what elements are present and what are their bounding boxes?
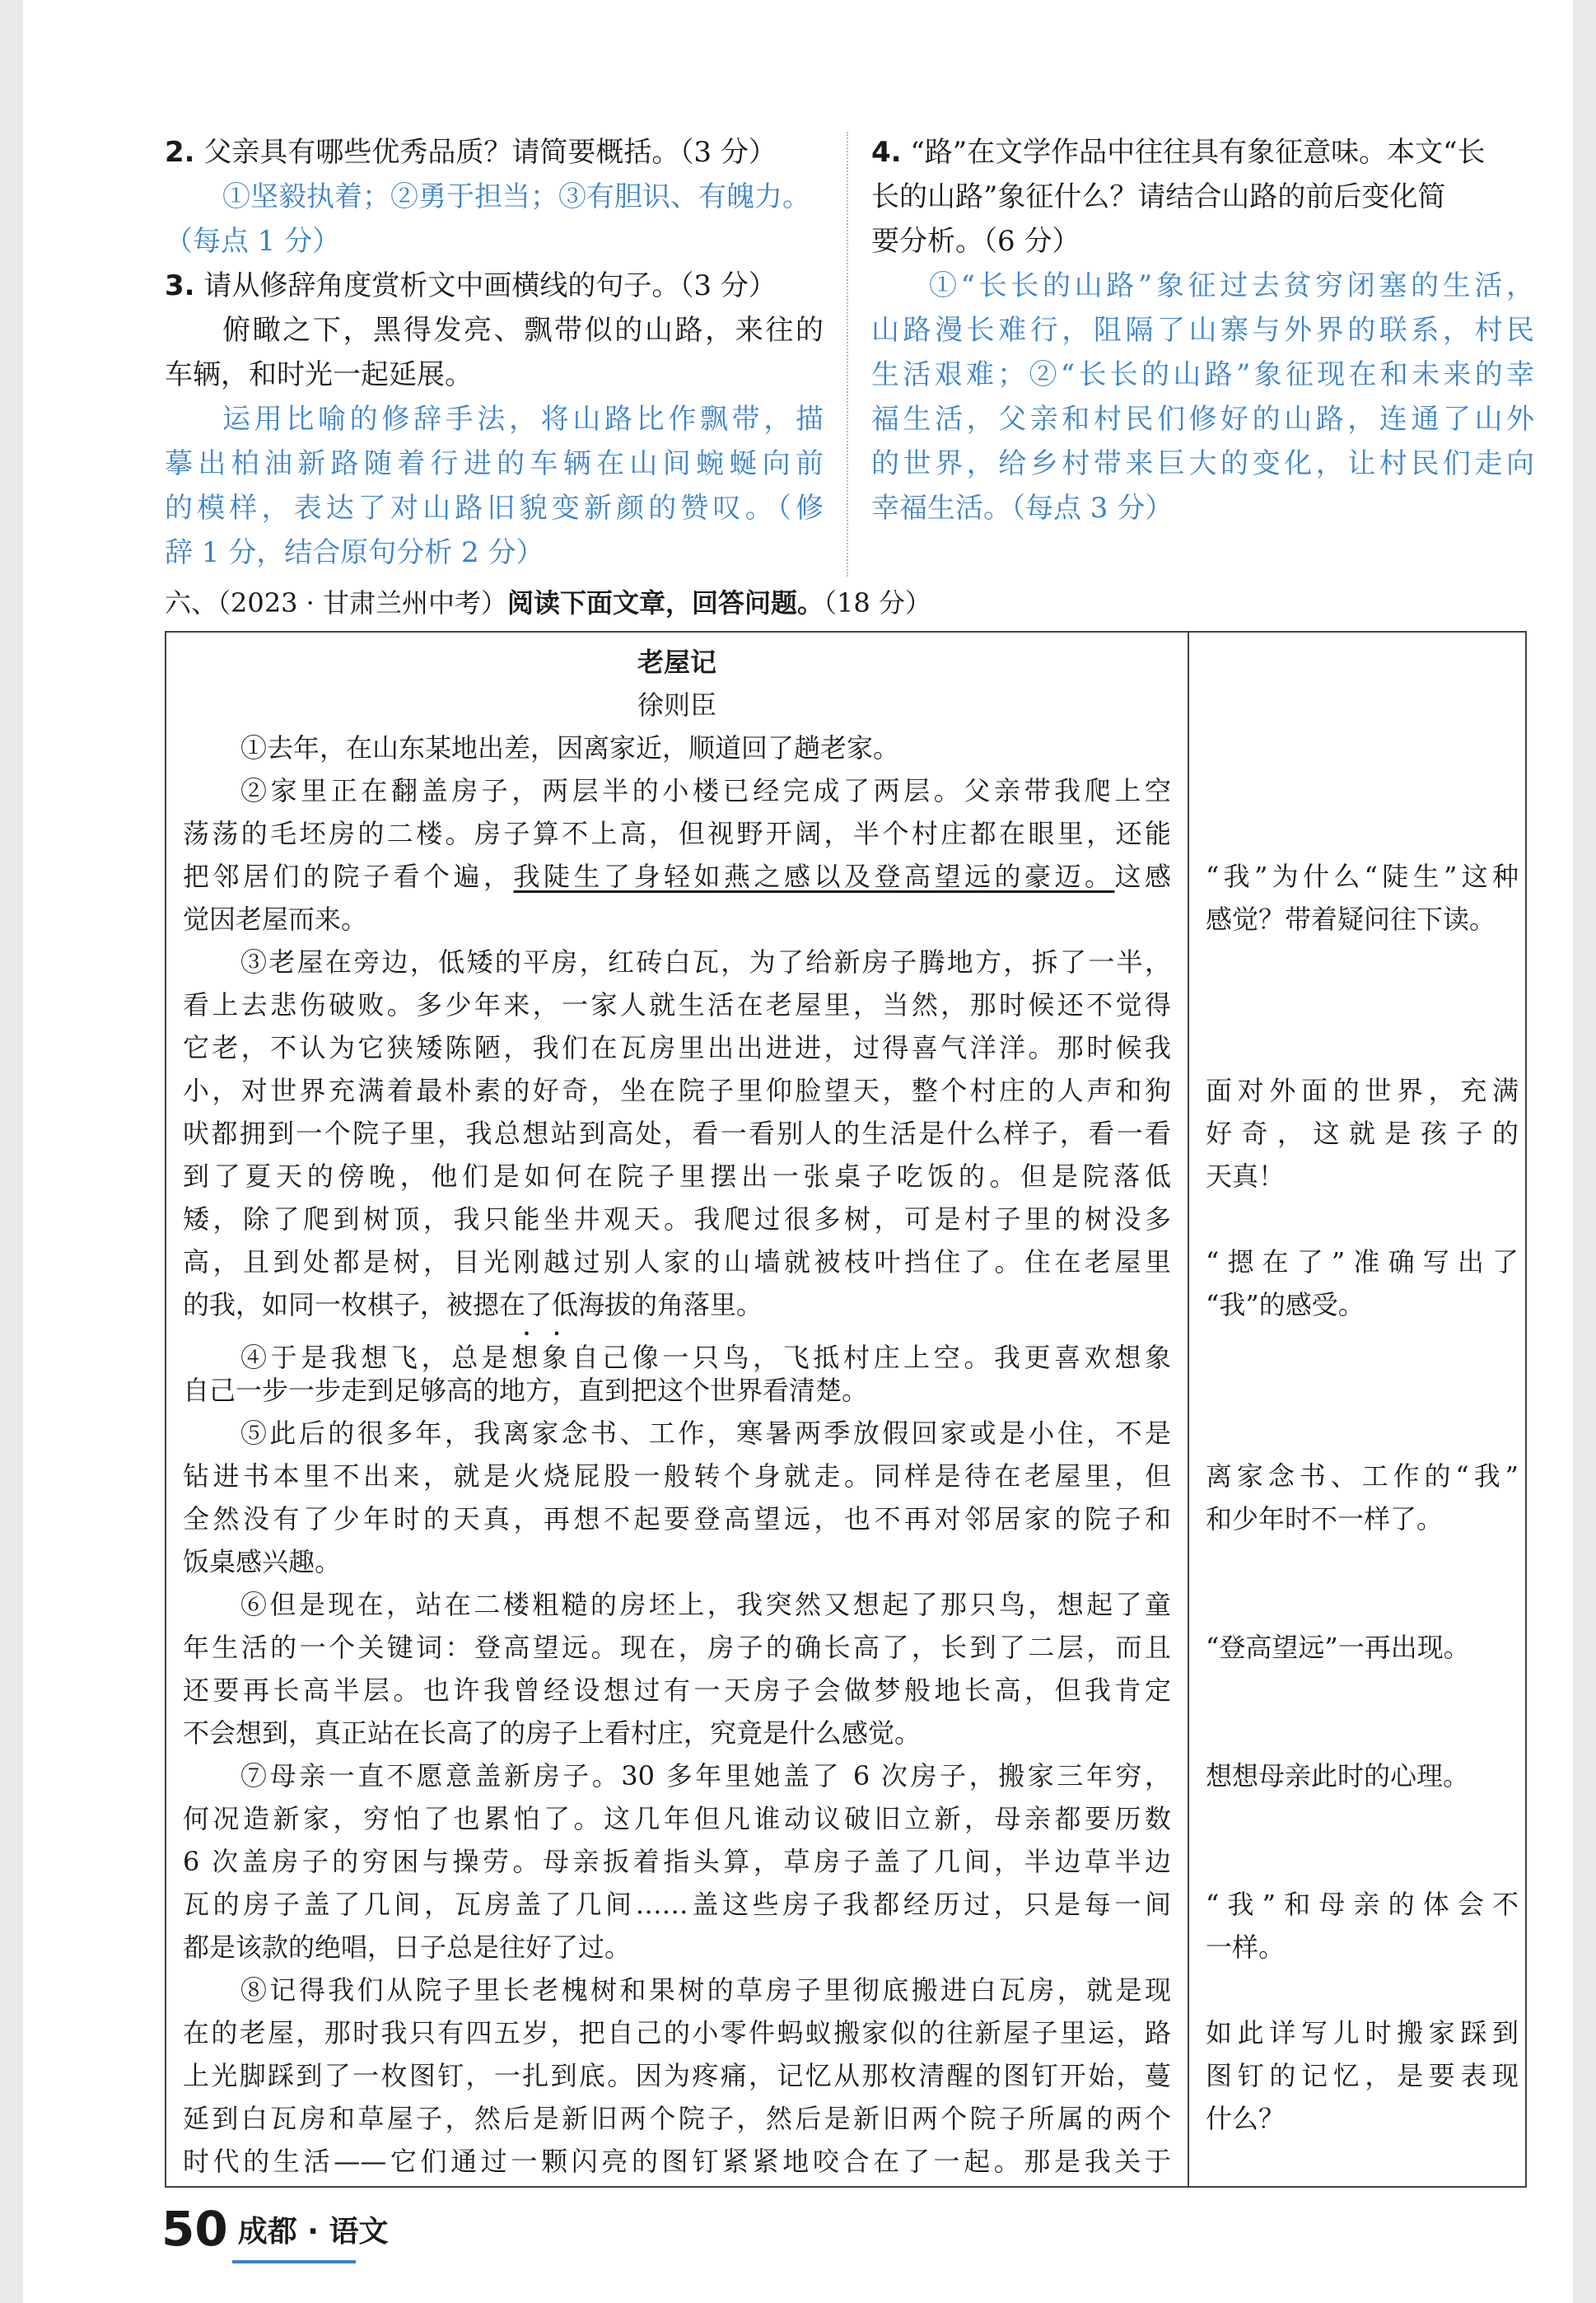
article-line: 自己一步一步走到足够高的地方，直到把这个世界看清楚。 bbox=[183, 1375, 869, 1406]
margin-note-line: 图钉的记忆，是要表现 bbox=[1206, 2060, 1519, 2091]
margin-note bbox=[1206, 1240, 1519, 1326]
margin-note-line: “登高望远”一再出现。 bbox=[1206, 1632, 1470, 1663]
article-line: 到了夏天的傍晚，他们是如何在院子里摆出一张桌子吃饭的。但是院落低 bbox=[183, 1161, 1171, 1192]
article-line bbox=[183, 1326, 1171, 1373]
underlined-sentence: 我陡生了身轻如燕之感以及登高望远的豪迈。 bbox=[513, 861, 1115, 892]
emphasized-word: 想象 bbox=[511, 1342, 572, 1373]
left-question-column bbox=[165, 130, 824, 575]
article-line: ⑦母亲一直不愿意盖新房子。30 多年里她盖了 6 次房子，搬家三年穷， bbox=[240, 1760, 1171, 1791]
article-line: ⑧记得我们从院子里长老槐树和果树的草房子里彻底搬进白瓦房，就是现 bbox=[240, 1974, 1171, 2006]
question-3-answer-line: 辞 1 分，结合原句分析 2 分） bbox=[165, 536, 544, 569]
article-line: 还要再长高半层。也许我曾经设想过有一天房子会做梦般地长高，但我肯定 bbox=[183, 1675, 1171, 1706]
question-4-text-line: 长的山路”象征什么？请结合山路的前后变化简 bbox=[871, 180, 1446, 213]
article-line: 小，对世界充满着最朴素的好奇，坐在院子里仰脸望天，整个村庄的人声和狗 bbox=[183, 1075, 1171, 1106]
question-3-text: 请从修辞角度赏析文中画横线的句子。（3 分） bbox=[203, 269, 777, 302]
margin-note bbox=[1206, 1455, 1519, 1540]
question-4-answer-line: 幸福生活。（每点 3 分） bbox=[871, 492, 1174, 525]
question-2-answer-line: ①坚毅执着；②勇于担当；③有胆识、有魄力。 bbox=[222, 180, 810, 213]
margin-note-line: 好奇，这就是孩子的 bbox=[1206, 1118, 1519, 1149]
article-text: 这感 bbox=[1114, 861, 1171, 892]
article-line: 它老，不认为它狭矮陈陋，我们在瓦房里出出进进，过得喜气洋洋。那时候我 bbox=[183, 1032, 1171, 1063]
article-line: 钻进书本里不出来，就是火烧屁股一般转个身就走。同样是待在老屋里，但 bbox=[183, 1460, 1171, 1492]
article-line: 不会想到，真正站在长高了的房子上看村庄，究竟是什么感觉。 bbox=[183, 1717, 922, 1749]
article-line: ①去年，在山东某地出差，因离家近，顺道回了趟老家。 bbox=[240, 732, 900, 764]
margin-note bbox=[1206, 855, 1519, 941]
article-line: 吠都拥到一个院子里，我总想站到高处，看一看别人的生活是什么样子，看一看 bbox=[183, 1118, 1171, 1149]
margin-note-line: 什么？ bbox=[1206, 2103, 1286, 2134]
margin-note-line: “摁在了”准确写出了 bbox=[1206, 1246, 1519, 1278]
workbook-page bbox=[23, 0, 1573, 2303]
article-line: 看上去悲伤破败。多少年来，一家人就生活在老屋里，当然，那时候还不觉得 bbox=[183, 989, 1171, 1021]
margin-notes-divider bbox=[1188, 633, 1189, 2186]
article-line: 瓦的房子盖了几间，瓦房盖了几间……盖这些房子我都经历过，只是每一间 bbox=[183, 1889, 1171, 1920]
article-line: 何况造新家，穷怕了也累怕了。这几年但凡谁动议破旧立新，母亲都要历数 bbox=[183, 1803, 1171, 1834]
question-2-answer-line: （每点 1 分） bbox=[165, 225, 341, 258]
margin-note-line: 和少年时不一样了。 bbox=[1206, 1503, 1444, 1535]
article-line: 的我，如同一枚棋子，被摁在了低海拔的角落里。 bbox=[183, 1289, 763, 1320]
article-line: 上光脚踩到了一枚图钉，一扎到底。因为疼痛，记忆从那枚清醒的图钉开始，蔓 bbox=[183, 2060, 1171, 2091]
article-line bbox=[183, 855, 1171, 898]
question-4 bbox=[871, 130, 1534, 175]
question-4-answer-line: 山路漫长难行，阻隔了山寨与外界的联系，村民 bbox=[871, 314, 1534, 347]
article-line: 都是该款的绝唱，日子总是往好了过。 bbox=[183, 1932, 632, 1963]
footer-subject: 成都 · 语文 bbox=[237, 2214, 389, 2249]
quoted-sentence-line: 车辆，和时光一起延展。 bbox=[165, 358, 473, 391]
page-footer bbox=[161, 2201, 388, 2257]
margin-note-line: 离家念书、工作的“我” bbox=[1206, 1460, 1519, 1492]
article-line: 全然没有了少年时的天真，再想不起要登高望远，也不再对邻居家的院子和 bbox=[183, 1503, 1171, 1535]
question-4-text: “路”在文学作品中往往具有象征意味。本文“长 bbox=[910, 136, 1486, 169]
question-2-text: 父亲具有哪些优秀品质？请简要概括。（3 分） bbox=[203, 136, 777, 169]
article-text: 自己像一只鸟，飞抵村庄上空。我更喜欢想象 bbox=[572, 1342, 1171, 1373]
footer-accent-line bbox=[232, 2260, 356, 2263]
article-line: 荡荡的毛坯房的二楼。房子算不上高，但视野开阔，半个村庄都在眼里，还能 bbox=[183, 818, 1171, 849]
margin-note-line: 感觉？带着疑问往下读。 bbox=[1206, 904, 1496, 935]
article-line: 年生活的一个关键词：登高望远。现在，房子的确长高了，长到了二层，而且 bbox=[183, 1632, 1171, 1663]
article-line: 6 次盖房子的穷困与操劳。母亲扳着指头算，草房子盖了几间，半边草半边 bbox=[183, 1846, 1171, 1877]
margin-note-line: “我”为什么“陡生”这种 bbox=[1206, 861, 1519, 892]
question-4-answer-line: 生活艰难；②“长长的山路”象征现在和未来的幸 bbox=[871, 358, 1534, 391]
article-line: ⑥但是现在，站在二楼粗糙的房坯上，我突然又想起了那只鸟，想起了童 bbox=[240, 1589, 1171, 1620]
question-3-answer-line: 摹出柏油新路随着行进的车辆在山间蜿蜒向前 bbox=[165, 447, 824, 480]
article-line: 时代的生活——它们通过一颗闪亮的图钉紧紧地咬合在了一起。那是我关于 bbox=[183, 2146, 1171, 2177]
section-points: （18 分） bbox=[823, 587, 931, 619]
question-3-answer-line: 运用比喻的修辞手法，将山路比作飘带，描 bbox=[222, 403, 824, 436]
margin-note bbox=[1206, 1626, 1519, 1669]
article-line: ③老屋在旁边，低矮的平房，红砖白瓦，为了给新房子腾地方，拆了一半， bbox=[240, 946, 1171, 978]
column-divider bbox=[847, 132, 848, 577]
article-body bbox=[183, 641, 1171, 2183]
question-3 bbox=[165, 264, 824, 308]
section-instruction: 阅读下面文章，回答问题。 bbox=[506, 587, 824, 619]
margin-note-line: “我”和母亲的体会不 bbox=[1206, 1889, 1519, 1920]
question-3-answer-line: 的模样，表达了对山路旧貌变新颜的赞叹。（修 bbox=[165, 492, 824, 525]
margin-note bbox=[1206, 1069, 1519, 1198]
page-number: 50 bbox=[161, 2201, 228, 2257]
question-4-answer-line: 的世界，给乡村带来巨大的变化，让村民们走向 bbox=[871, 447, 1534, 480]
quoted-sentence-line: 俯瞰之下，黑得发亮、飘带似的山路，来往的 bbox=[222, 314, 824, 347]
question-4-answer-line: 福生活，父亲和村民们修好的山路，连通了山外 bbox=[871, 403, 1534, 436]
article-text: 把邻居们的院子看个遍， bbox=[183, 861, 514, 892]
article-line: 高，且到处都是树，目光刚越过别人家的山墙就被枝叶挡住了。住在老屋里 bbox=[183, 1246, 1171, 1278]
question-4-text-line: 要分析。（6 分） bbox=[871, 225, 1080, 258]
article-line: 在的老屋，那时我只有四五岁，把自己的小零件蚂蚁搬家似的往新屋子里运，路 bbox=[183, 2017, 1171, 2048]
margin-note-line: 面对外面的世界，充满 bbox=[1206, 1075, 1519, 1106]
question-2 bbox=[165, 130, 824, 175]
margin-note-line: 想想母亲此时的心理。 bbox=[1206, 1760, 1470, 1791]
reading-passage-box bbox=[165, 631, 1527, 2188]
article-text: ④于是我想飞，总是 bbox=[240, 1342, 512, 1373]
article-line: ②家里正在翻盖房子，两层半的小楼已经完成了两层。父亲带我爬上空 bbox=[240, 775, 1171, 806]
question-3-number: 3. bbox=[165, 269, 195, 302]
margin-note bbox=[1206, 2011, 1519, 2140]
margin-note bbox=[1206, 1883, 1519, 1969]
article-line: 饭桌感兴趣。 bbox=[183, 1546, 342, 1577]
article-line: 觉因老屋而来。 bbox=[183, 904, 368, 935]
article-line: 矮，除了爬到树顶，我只能坐井观天。我爬过很多树，可是村子里的树没多 bbox=[183, 1203, 1171, 1235]
margin-note-line: 一样。 bbox=[1206, 1932, 1286, 1963]
article-author: 徐则臣 bbox=[637, 689, 716, 721]
article-line: 延到白瓦房和草屋子，然后是新旧两个院子，然后是新旧两个院子所属的两个 bbox=[183, 2103, 1171, 2134]
article-line: ⑤此后的很多年，我离家念书、工作，寒暑两季放假回家或是小住，不是 bbox=[240, 1418, 1171, 1449]
article-title: 老屋记 bbox=[637, 647, 716, 678]
margin-note-line: 如此详写儿时搬家踩到 bbox=[1206, 2017, 1519, 2048]
right-question-column bbox=[871, 130, 1534, 530]
question-4-number: 4. bbox=[871, 136, 902, 169]
margin-note-line: 天真！ bbox=[1206, 1161, 1286, 1192]
section-prefix: 六、（2023 · 甘肃兰州中考） bbox=[165, 587, 507, 619]
question-2-number: 2. bbox=[165, 136, 195, 169]
question-4-answer-line: ①“长长的山路”象征过去贫穷闭塞的生活， bbox=[929, 269, 1534, 302]
margin-note bbox=[1206, 1754, 1519, 1797]
section-heading bbox=[165, 583, 931, 623]
margin-note-line: “我”的感受。 bbox=[1206, 1289, 1365, 1320]
